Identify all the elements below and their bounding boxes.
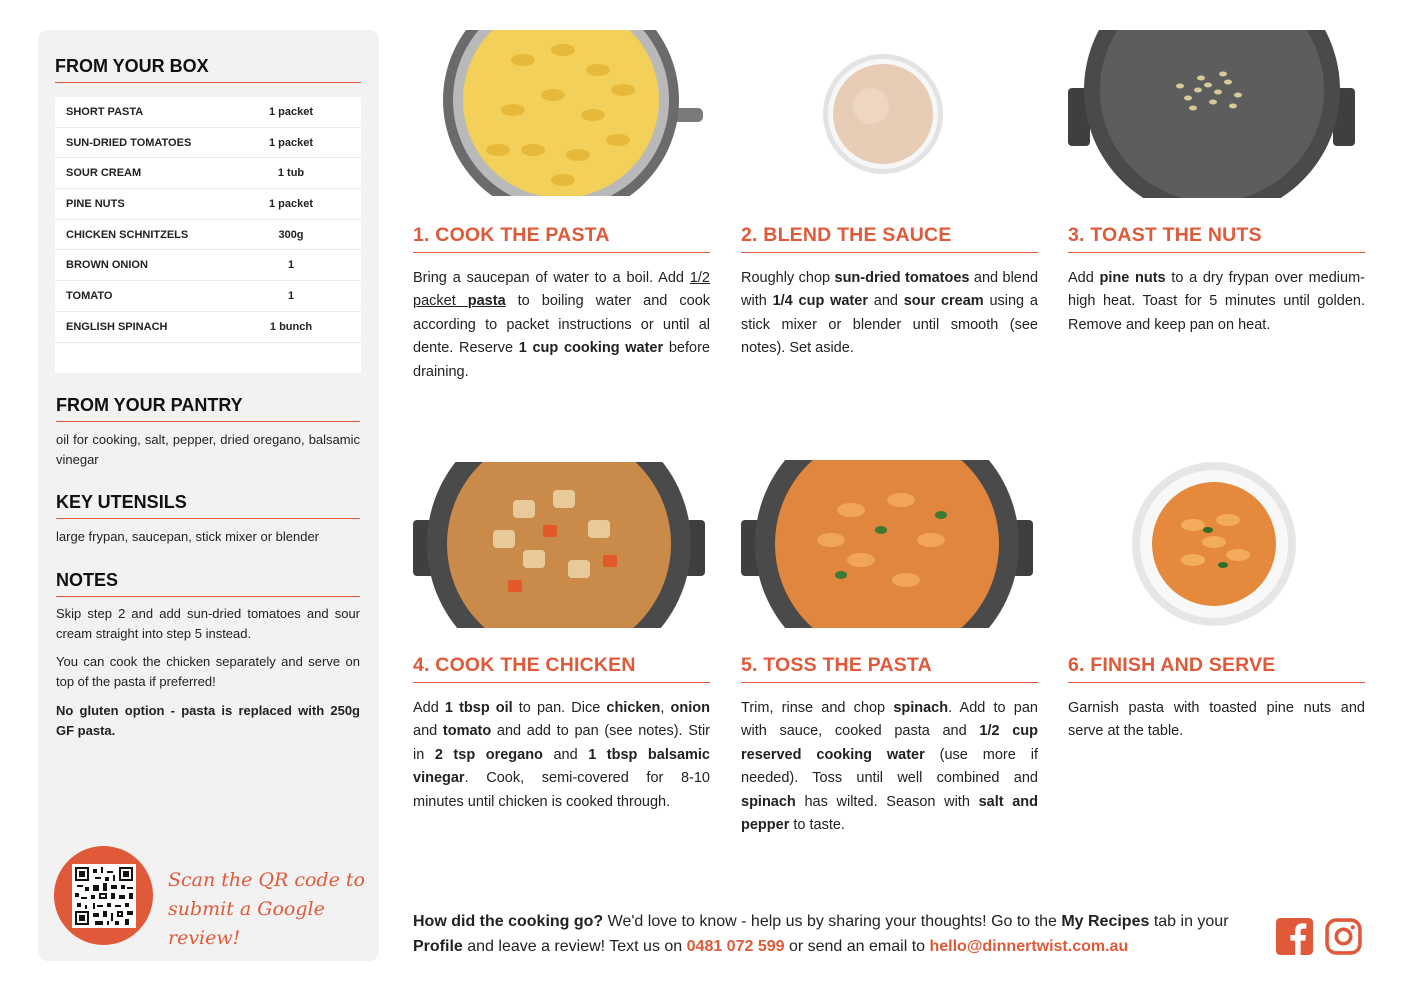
- ingredient-row: [55, 312, 361, 343]
- step-4-image: [413, 460, 710, 628]
- ingredient-row: [55, 220, 361, 251]
- ingredients-table: [55, 97, 361, 373]
- ingredient-name: SUN-DRIED TOMATOES: [66, 136, 192, 149]
- ingredient-qty: 1 packet: [268, 136, 314, 149]
- ingredient-qty: 1: [287, 289, 295, 302]
- notes-heading: NOTES: [56, 570, 360, 597]
- ingredient-qty: 1 tub: [277, 167, 305, 180]
- ingredient-row: [55, 250, 361, 281]
- step-2-image: [741, 30, 1038, 198]
- step-3-title: 3. TOAST THE NUTS: [1068, 224, 1365, 253]
- ingredient-name: PINE NUTS: [66, 197, 125, 210]
- ingredient-name: BROWN ONION: [66, 259, 148, 272]
- sidebar: [38, 30, 379, 961]
- step-1-image: [413, 30, 710, 198]
- ingredient-name: SOUR CREAM: [66, 167, 142, 180]
- ingredient-row-empty: [55, 343, 361, 373]
- step-3-image: [1068, 30, 1365, 198]
- qr-caption-line-1: Scan the QR code to: [168, 869, 365, 891]
- step-6-body: Garnish pasta with toasted pine nuts and serve at the table.: [1068, 700, 1365, 740]
- note-3: No gluten option - pasta is replaced with 250g GF pasta.: [56, 703, 360, 738]
- ingredient-qty: 1 packet: [268, 197, 314, 210]
- qr-caption-line-2: submit a Google review!: [168, 898, 325, 949]
- step-5-body: Trim, rinse and chop spinach. Add to pan with sauce, cooked pasta and 1/2 cup reserved cooking water (use more if needed). Toss until well combined and spinach has wilted. Season with salt and pepper to taste.: [741, 700, 1038, 834]
- step-2-body: Roughly chop sun-dried tomatoes and blend with 1/4 cup water and sour cream using a stick mixer or blender until smooth (see notes). Set aside.: [741, 270, 1039, 357]
- ingredient-row: [55, 158, 361, 189]
- step-1-body: Bring a saucepan of water to a boil. Add 1/2 packet pasta to boiling water and cook according to packet instructions or until al dente. Reserve 1 cup cooking water before draining.: [413, 270, 711, 380]
- utensils-text: large frypan, saucepan, stick mixer or blender: [56, 529, 320, 544]
- pantry-text: oil for cooking, salt, pepper, dried oregano, balsamic vinegar: [56, 432, 360, 467]
- qr-caption: [168, 866, 368, 953]
- step-6-title: 6. FINISH AND SERVE: [1068, 654, 1365, 683]
- ingredient-qty: 1: [287, 259, 295, 272]
- qr-code-icon[interactable]: [72, 864, 136, 928]
- ingredient-row: [55, 281, 361, 312]
- instagram-icon[interactable]: [1325, 918, 1362, 955]
- step-2-title: 2. BLEND THE SAUCE: [741, 224, 1038, 253]
- footer-review-text: How did the cooking go? We'd love to know - help us by sharing your thoughts! Go to the My Recipes tab in your Profile and leave a review! Text us on 0481 072 599 or send an email to hello@dinnertwist.com.au: [413, 913, 1229, 955]
- step-4-title: 4. COOK THE CHICKEN: [413, 654, 710, 683]
- step-5-image: [741, 460, 1038, 628]
- ingredient-name: SHORT PASTA: [66, 105, 144, 118]
- facebook-icon[interactable]: [1276, 918, 1313, 955]
- step-4-body: Add 1 tbsp oil to pan. Dice chicken, onion and tomato and add to pan (see notes). Stir in 2 tsp oregano and 1 tbsp balsamic vinegar. Cook, semi-covered for 8-10 minutes until chicken is cooked through.: [413, 700, 710, 810]
- note-2: You can cook the chicken separately and serve on top of the pasta if preferred!: [56, 654, 360, 689]
- ingredient-name: ENGLISH SPINACH: [66, 320, 168, 333]
- step-6-image: [1068, 460, 1365, 628]
- ingredient-row: [55, 97, 361, 128]
- qr-badge[interactable]: [54, 846, 153, 945]
- note-1: Skip step 2 and add sun-dried tomatoes and sour cream straight into step 5 instead.: [56, 606, 360, 641]
- ingredient-row: [55, 189, 361, 220]
- ingredient-qty: 300g: [278, 228, 304, 241]
- utensils-heading: KEY UTENSILS: [56, 492, 360, 519]
- step-3-body: Add pine nuts to a dry frypan over medium-high heat. Toast for 5 minutes until golden. Remove and keep pan on heat.: [1068, 270, 1365, 333]
- phone-link[interactable]: 0481 072 599: [686, 938, 785, 955]
- email-link[interactable]: hello@dinnertwist.com.au: [929, 938, 1129, 955]
- from-box-heading: FROM YOUR BOX: [55, 56, 361, 83]
- ingredient-name: TOMATO: [66, 289, 113, 302]
- step-5-title: 5. TOSS THE PASTA: [741, 654, 1038, 683]
- ingredient-name: CHICKEN SCHNITZELS: [66, 228, 189, 241]
- ingredient-qty: 1 bunch: [269, 320, 313, 333]
- step-1-title: 1. COOK THE PASTA: [413, 224, 710, 253]
- ingredient-row: [55, 128, 361, 159]
- ingredient-qty: 1 packet: [268, 105, 314, 118]
- pantry-heading: FROM YOUR PANTRY: [56, 395, 360, 422]
